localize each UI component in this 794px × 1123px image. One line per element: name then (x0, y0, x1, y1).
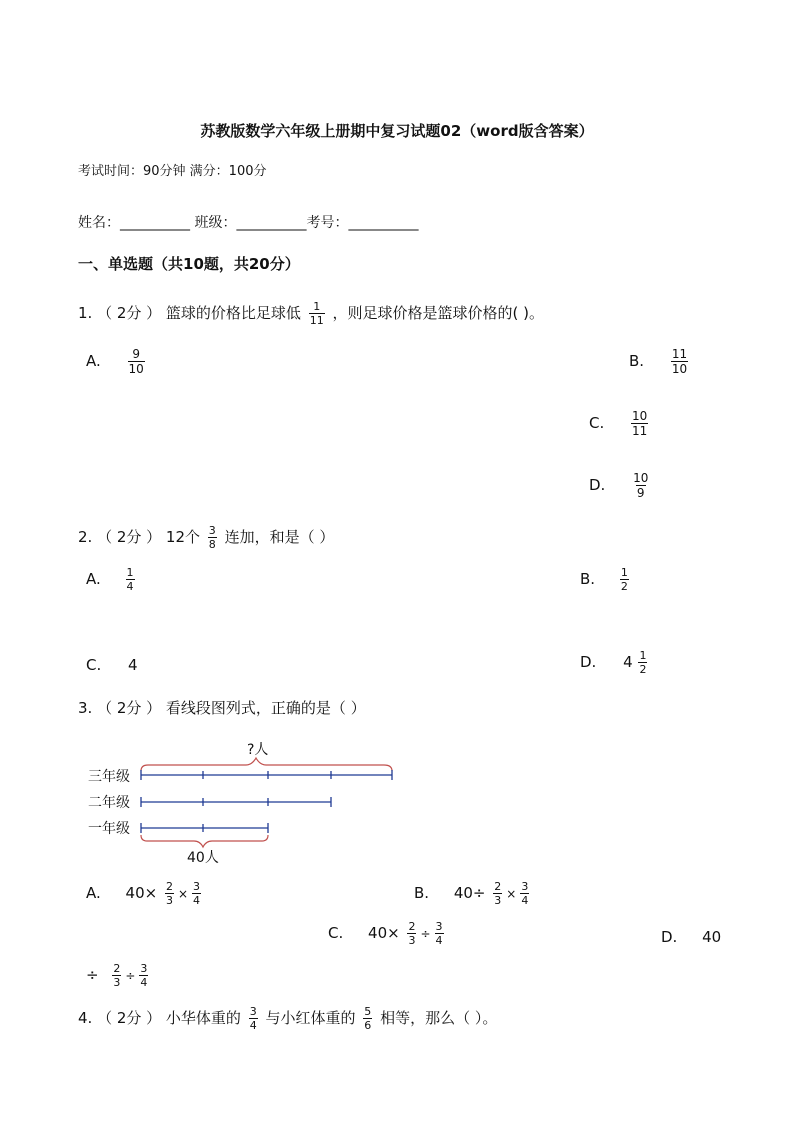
q2-option-b-num: 1 (620, 566, 628, 579)
q1-option-d-den: 9 (636, 486, 645, 500)
q4-stem-after: 相等，那么（ ）。 (380, 1009, 498, 1027)
q3-option-b-expression (490, 880, 532, 907)
q3-option-d-continuation (86, 962, 151, 989)
q3-option-a-prefix: 40× (125, 884, 158, 902)
q1-option-a-label: A. (86, 352, 101, 370)
q3-option-d-cont-operator: ÷ (86, 966, 99, 984)
q4-fraction-2 (363, 1005, 372, 1032)
q4-fraction-1 (249, 1005, 258, 1032)
q3-option-c-frac2 (435, 920, 444, 947)
q3-option-a-expression (162, 880, 204, 907)
q3-option-d-operator: ÷ (125, 968, 136, 983)
q3-option-a[interactable] (86, 880, 204, 907)
q3-option-b-frac2-den: 4 (521, 894, 529, 907)
q1-option-b-num: 11 (671, 347, 688, 361)
q2-option-b[interactable] (580, 566, 632, 593)
q3-option-d-frac2-num: 3 (140, 962, 148, 975)
q1-option-d-label: D. (589, 476, 606, 494)
q1-option-a-fraction (128, 347, 145, 376)
q3-option-d-prefix: 40 (702, 928, 722, 946)
q2-option-d-whole: 4 (623, 653, 633, 671)
q1-option-b-label: B. (629, 352, 645, 370)
q3-option-d-frac1 (112, 962, 121, 989)
q3-option-d-label: D. (661, 928, 678, 946)
q3-option-c-frac2-num: 3 (435, 920, 443, 933)
q3-option-d-frac2-den: 4 (140, 976, 148, 989)
q2-option-b-den: 2 (620, 580, 628, 593)
q3-option-b-frac1-den: 3 (494, 894, 502, 907)
q3-option-c-frac1-num: 2 (408, 920, 416, 933)
q3-option-a-frac2 (192, 880, 201, 907)
q2-option-d-label: D. (580, 653, 597, 671)
q3-option-d-frac1-den: 3 (113, 976, 121, 989)
q3-option-d-expression (109, 962, 151, 989)
q2-option-a-den: 4 (126, 580, 134, 593)
question-1-stem (78, 300, 544, 327)
q3-option-b-prefix: 40÷ (453, 884, 486, 902)
q2-option-d-den: 2 (639, 663, 647, 676)
q4-frac1-den: 4 (249, 1019, 257, 1032)
question-2-stem (78, 524, 334, 551)
q2-frac-num: 3 (208, 524, 216, 537)
q2-option-c-label: C. (86, 656, 102, 674)
q1-option-c-den: 11 (632, 424, 648, 438)
q3-option-c-frac2-den: 4 (435, 934, 443, 947)
q1-stem-before: 1. （ 2分 ） 篮球的价格比足球低 (78, 304, 301, 322)
q3-option-b-frac1 (493, 880, 502, 907)
diagram-top-label: ?人 (247, 742, 269, 758)
q3-option-d-frac2 (139, 962, 148, 989)
q3-option-b-operator: × (506, 886, 517, 901)
q2-option-c-value: 4 (128, 656, 138, 674)
q1-option-a-num: 9 (132, 347, 140, 361)
q3-option-b-frac1-num: 2 (494, 880, 502, 893)
section-title: 一、单选题（共10题，共20分） (78, 255, 300, 273)
q1-option-a[interactable] (86, 347, 148, 376)
q2-option-b-label: B. (580, 570, 596, 588)
q4-stem-before: 4. （ 2分 ） 小华体重的 (78, 1009, 241, 1027)
q1-option-d-fraction (632, 471, 649, 500)
q1-fraction (309, 300, 325, 327)
q2-option-d-num: 1 (639, 649, 647, 662)
q1-stem-after: ，则足球价格是篮球价格的( )。 (332, 304, 544, 322)
student-fields: 姓名：__________ 班级：__________考号：__________ (78, 215, 419, 231)
q2-option-d-fraction (638, 649, 647, 676)
q2-option-a-label: A. (86, 570, 101, 588)
diagram-label-grade1: 一年级 (88, 821, 130, 837)
q3-option-a-label: A. (86, 884, 101, 902)
q3-option-a-frac1-den: 3 (165, 894, 173, 907)
q1-option-b-den: 10 (671, 362, 688, 376)
page-title: 苏教版数学六年级上册期中复习试题02（word版含答案） (200, 122, 594, 140)
q3-option-c-frac1-den: 3 (408, 934, 416, 947)
q1-option-c-fraction (631, 409, 648, 438)
q2-fraction (208, 524, 217, 551)
q3-option-b-frac2 (520, 880, 529, 907)
q1-option-d-num: 10 (633, 471, 649, 485)
q3-option-a-frac1-num: 2 (165, 880, 173, 893)
q4-frac2-num: 5 (364, 1005, 372, 1018)
q1-option-c[interactable] (589, 409, 651, 438)
q3-option-a-frac2-num: 3 (193, 880, 201, 893)
q3-option-c[interactable] (328, 920, 447, 947)
q2-frac-den: 8 (208, 538, 216, 551)
exam-info: 考试时间：90分钟 满分：100分 (78, 164, 267, 179)
q4-stem-mid: 与小红体重的 (265, 1009, 356, 1027)
q2-option-a[interactable] (86, 566, 138, 593)
q3-option-c-prefix: 40× (368, 924, 400, 942)
q3-option-b-label: B. (414, 884, 430, 902)
q1-option-a-den: 10 (128, 362, 144, 376)
q3-option-c-expression (404, 920, 446, 947)
diagram-bottom-label: 40人 (187, 850, 219, 866)
q2-option-a-fraction (126, 566, 135, 593)
q2-option-b-fraction (620, 566, 629, 593)
q3-option-c-label: C. (328, 924, 344, 942)
q3-option-a-frac2-den: 4 (193, 894, 201, 907)
q4-frac2-den: 6 (364, 1019, 372, 1032)
question-3-stem: 3. （ 2分 ） 看线段图列式，正确的是（ ） (78, 699, 366, 717)
q3-option-c-operator: ÷ (420, 926, 431, 941)
top-brace (141, 758, 392, 771)
question-4-stem (78, 1005, 497, 1032)
q4-frac1-num: 3 (249, 1005, 257, 1018)
q1-frac-num: 1 (313, 300, 321, 313)
q3-option-a-frac1 (165, 880, 174, 907)
diagram-label-grade2: 二年级 (88, 795, 130, 811)
q3-option-a-operator: × (177, 886, 189, 901)
q2-option-c[interactable] (86, 656, 138, 674)
bottom-brace (141, 835, 268, 847)
q2-option-a-num: 1 (126, 566, 134, 579)
line-segment-diagram (80, 735, 410, 875)
q3-option-c-frac1 (407, 920, 416, 947)
q1-option-b[interactable] (629, 347, 691, 376)
q1-option-d[interactable] (589, 471, 652, 500)
q1-option-b-fraction (671, 347, 688, 376)
q2-stem-before: 2. （ 2分 ） 12个 (78, 528, 201, 546)
q3-option-d-frac1-num: 2 (113, 962, 121, 975)
q1-option-c-num: 10 (632, 409, 648, 423)
q1-option-c-label: C. (589, 414, 605, 432)
diagram-label-grade3: 三年级 (88, 769, 130, 785)
q2-option-d[interactable] (580, 649, 650, 676)
q3-option-b[interactable] (414, 880, 532, 907)
q1-frac-den: 11 (309, 314, 324, 327)
q2-stem-after: 连加，和是（ ） (224, 528, 335, 546)
q3-option-b-frac2-num: 3 (521, 880, 529, 893)
q3-option-d[interactable] (661, 928, 721, 946)
